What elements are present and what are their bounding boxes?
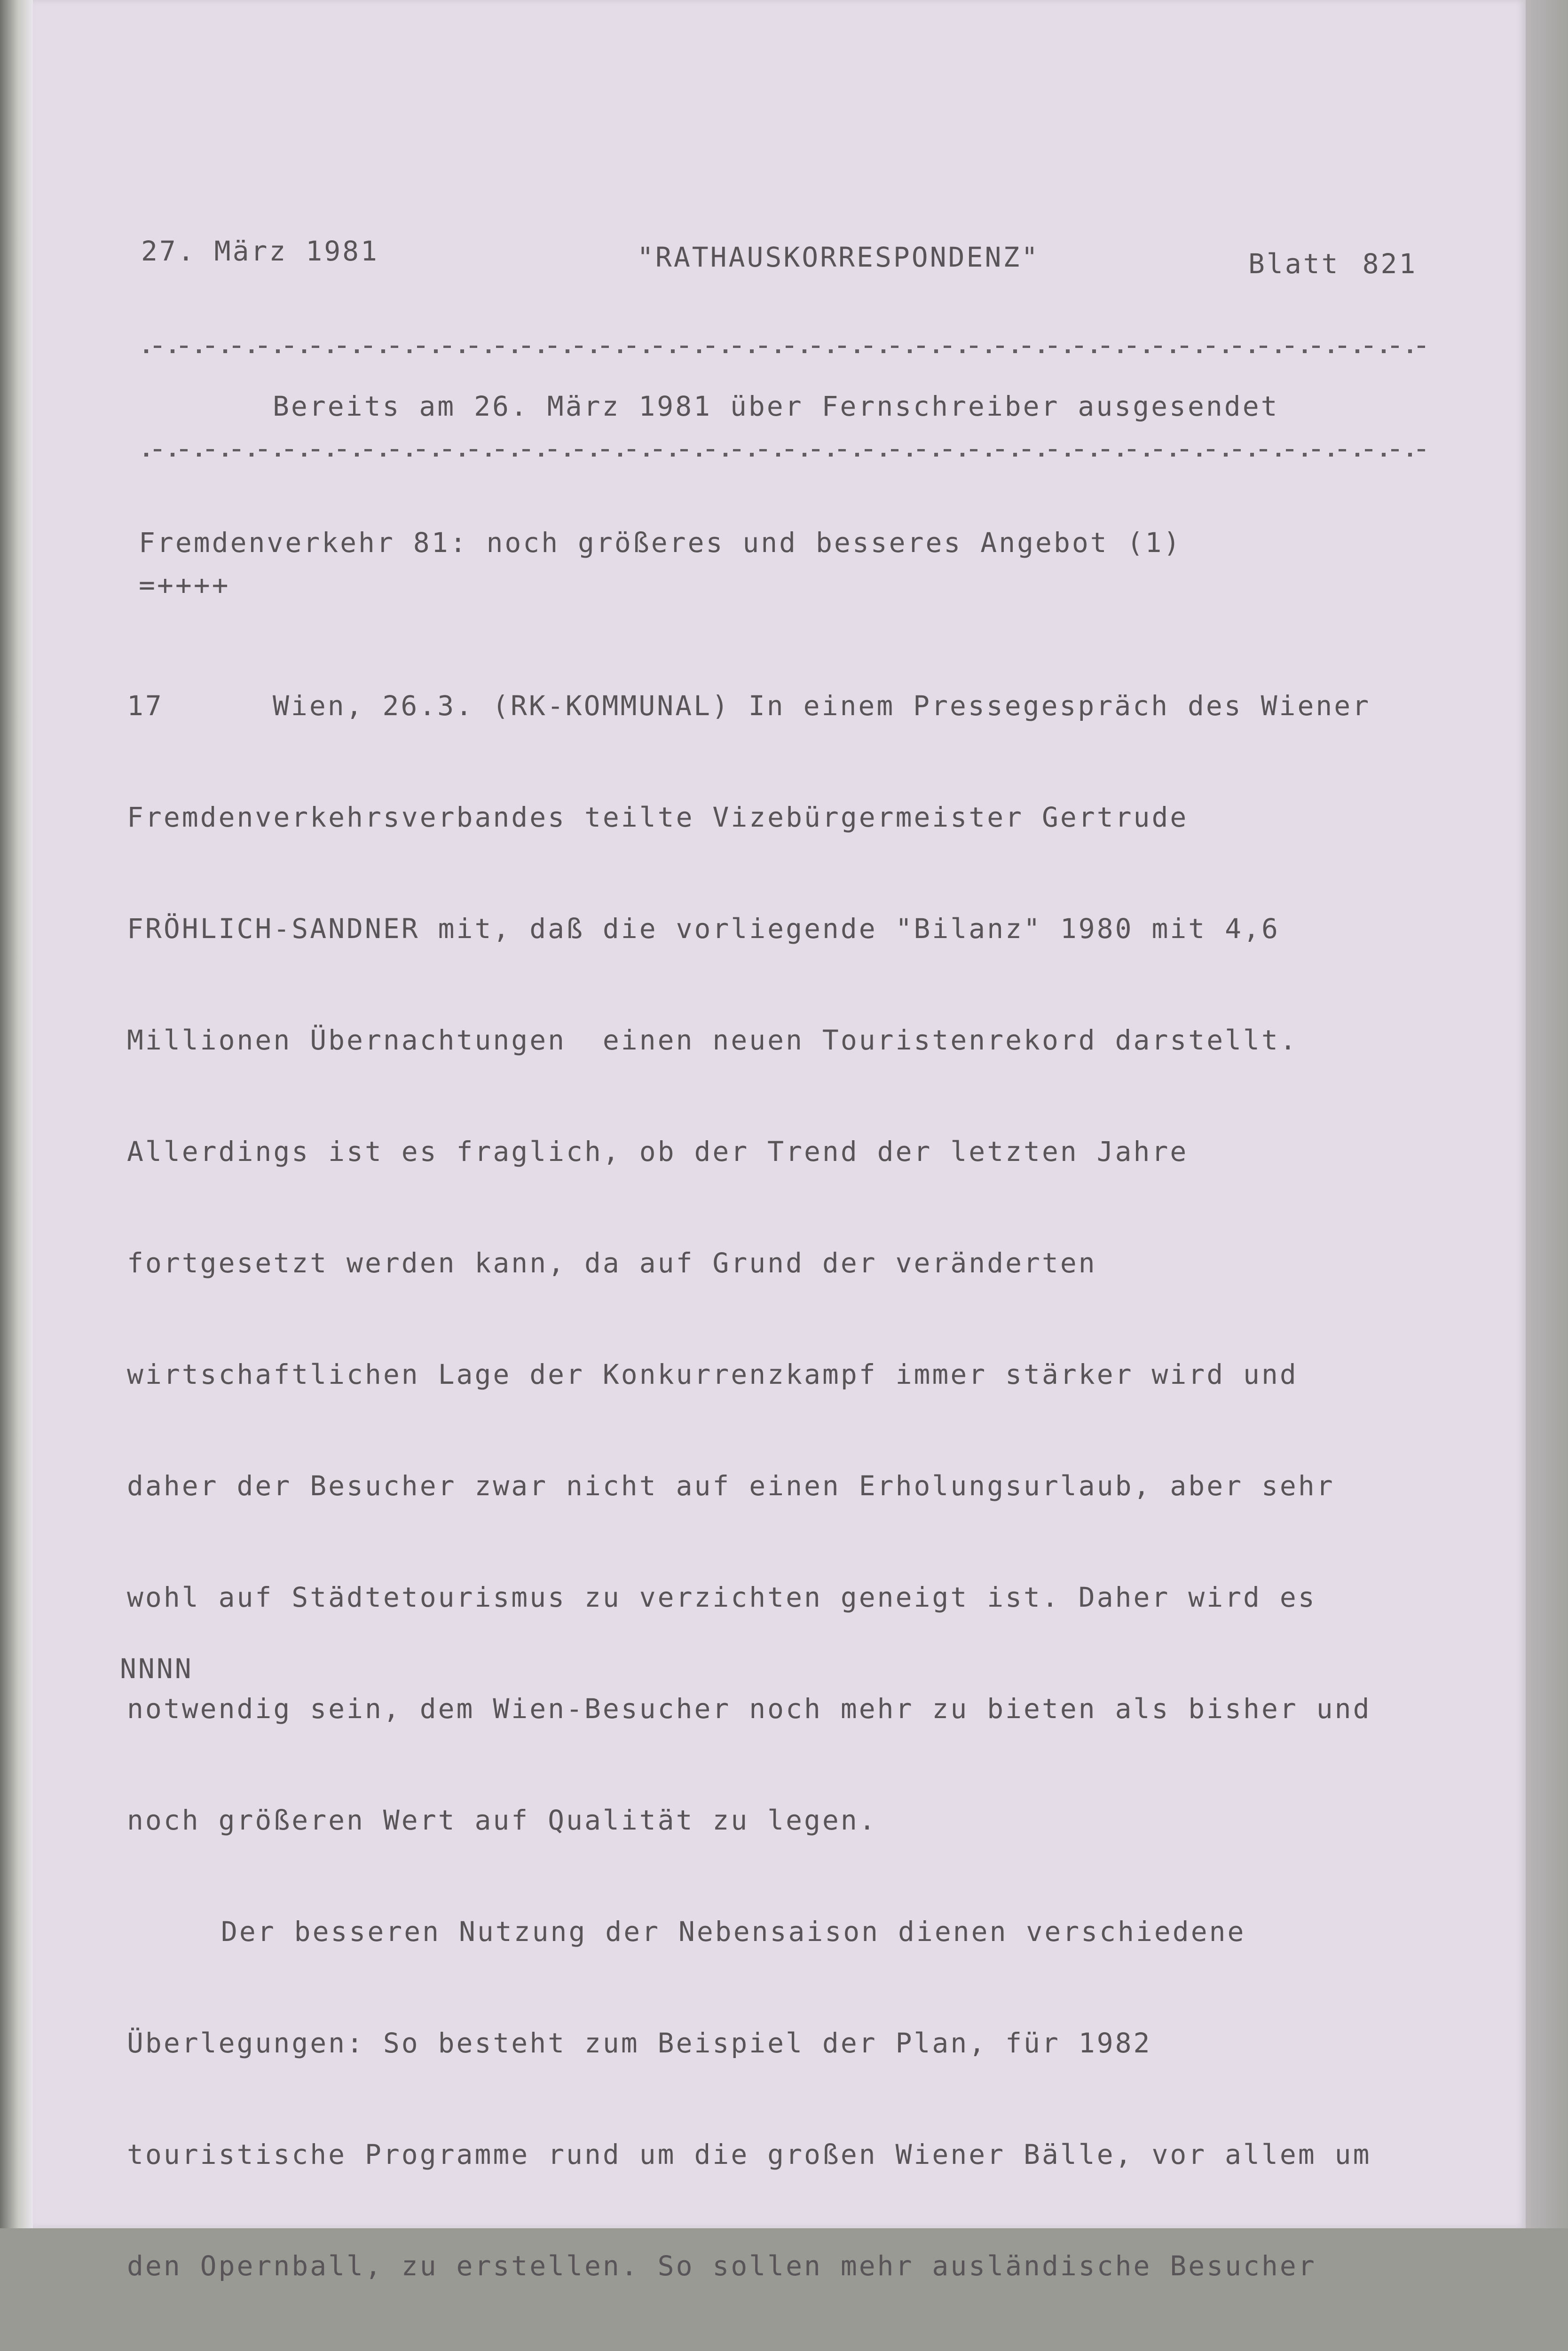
binding-edge (0, 0, 33, 2228)
sent-notice: Bereits am 26. März 1981 über Fernschreiber ausgesendet (273, 390, 1279, 422)
sheet-label: Blatt (1248, 248, 1340, 280)
divider-top (143, 341, 1432, 355)
body-line: FRÖHLICH-SANDNER mit, daß die vorliegende "Bilanz" 1980 mit 4,6 (127, 913, 1280, 945)
body-line: fortgesetzt werden kann, da auf Grund der veränderten (127, 1247, 1097, 1279)
article-body (127, 618, 1443, 2351)
body-line: daher der Besucher zwar nicht auf einen Erholungsurlaub, aber sehr (127, 1470, 1335, 1502)
article-markers: =++++ (139, 569, 230, 601)
body-line: den Opernball, zu erstellen. So sollen mehr ausländische Besucher (127, 2250, 1316, 2282)
article-headline: Fremdenverkehr 81: noch größeres und besseres Angebot (1) (139, 527, 1182, 559)
header-sheet (1248, 248, 1418, 280)
body-line: wohl auf Städtetourismus zu verzichten geneigt ist. Daher wird es (127, 1581, 1316, 1613)
end-marker: NNNN (120, 1653, 193, 1685)
body-line (127, 682, 1443, 730)
body-line: notwendig sein, dem Wien-Besucher noch mehr zu bieten als bisher und (127, 1693, 1371, 1725)
body-line-text: Wien, 26.3. (RK-KOMMUNAL) In einem Pressegespräch des Wiener (273, 690, 1371, 722)
article-number: 17 (127, 690, 164, 722)
header-publication: "RATHAUSKORRESPONDENZ" (637, 241, 1040, 273)
body-line: noch größeren Wert auf Qualität zu legen. (127, 1804, 877, 1836)
body-line: Millionen Übernachtungen einen neuen Touristenrekord darstellt. (127, 1024, 1298, 1056)
body-line: Der besseren Nutzung der Nebensaison dienen verschiedene (221, 1916, 1246, 1948)
header-date: 27. März 1981 (141, 235, 379, 267)
body-line: Allerdings ist es fraglich, ob der Trend der letzten Jahre (127, 1136, 1189, 1168)
divider-bottom (143, 444, 1432, 458)
body-line: Fremdenverkehrsverbandes teilte Vizebürgermeister Gertrude (127, 801, 1189, 833)
sheet-number: 821 (1362, 248, 1418, 280)
body-line: wirtschaftlichen Lage der Konkurrenzkampf immer stärker wird und (127, 1358, 1298, 1390)
scan-margin (1526, 0, 1568, 2228)
body-line: Überlegungen: So besteht zum Beispiel der Plan, für 1982 (127, 2027, 1152, 2059)
body-line: touristische Programme rund um die großen Wiener Bälle, vor allem um (127, 2138, 1371, 2170)
